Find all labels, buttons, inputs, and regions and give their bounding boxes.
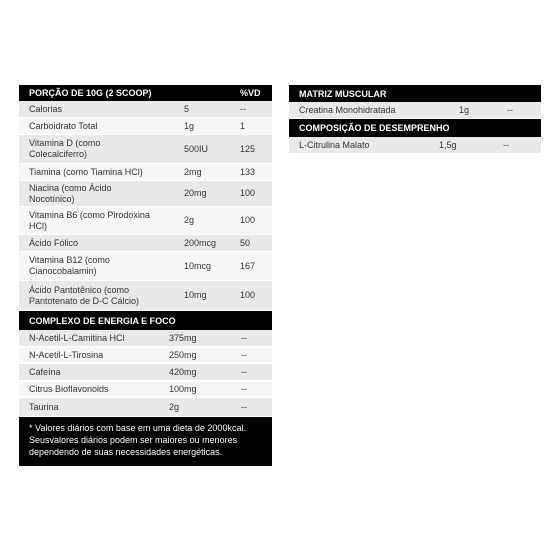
nutrient-amount: 250mg <box>169 349 197 360</box>
table-row <box>19 381 272 398</box>
nutrient-amount: 420mg <box>169 366 197 377</box>
nutrient-name: N-Acetil-L-Camitina HCl <box>29 332 125 343</box>
nutrient-vd: 1 <box>240 120 246 131</box>
table-row <box>19 330 272 347</box>
table-row <box>19 398 272 417</box>
nutrient-amount: 10mcg <box>184 260 212 271</box>
nutrient-vd: -- <box>240 103 246 114</box>
nutrient-amount: 20mg <box>184 188 207 198</box>
serving-label: PORÇÃO DE 10G (2 SCOOP) <box>29 88 152 98</box>
table-row <box>19 252 272 281</box>
nutrient-amount: 5 <box>184 103 190 114</box>
nutrient-name: Cafeína <box>29 366 61 377</box>
table-row <box>19 164 272 181</box>
composicao-section-title: COMPOSIÇÃO DE DESEMPRENHO <box>299 123 450 133</box>
table-row <box>19 207 272 235</box>
nutrient-vd: 125 <box>240 143 256 154</box>
nutrient-name: Vitamina B6 (como Pirodoxina HCl) <box>29 209 150 231</box>
nutrient-vd: -- <box>503 139 509 150</box>
nutrient-vd: 100 <box>240 290 256 300</box>
table-row <box>19 118 272 135</box>
nutrient-vd: -- <box>241 332 247 343</box>
nutrient-name: Calorias <box>29 103 63 114</box>
table-row <box>289 137 541 154</box>
energy-section-header <box>19 311 272 330</box>
nutrient-name: Vitamina B12 (como Cianocobalamin) <box>29 255 110 276</box>
table-row <box>19 364 272 381</box>
nutrient-name: Ácido Pantotênico (como Pantotenato de D-C Cálcio) <box>29 284 140 306</box>
nutrient-vd: -- <box>241 383 247 394</box>
table-row <box>19 101 272 118</box>
nutrient-name: L-Citrulina Malato <box>299 139 370 150</box>
nutrient-vd: 100 <box>240 188 256 198</box>
nutrient-vd: 50 <box>240 237 251 248</box>
composicao-section-header <box>289 119 541 137</box>
footnote: * Valores diários com base em uma dieta de 2000kcal. Seusvalores diários podem ser maiores ou menores dependendo de suas necessidades energéticas. <box>19 417 272 466</box>
nutrient-vd: 167 <box>240 260 256 271</box>
nutrient-amount: 100mg <box>169 383 197 394</box>
nutrient-vd: -- <box>241 349 247 360</box>
nutrient-amount: 1g <box>459 104 470 115</box>
nutrient-amount: 2mg <box>184 166 202 177</box>
nutrient-amount: 10mg <box>184 290 207 300</box>
nutrient-amount: 375mg <box>169 332 197 343</box>
table-header <box>19 85 272 101</box>
table-row <box>19 181 272 207</box>
nutrient-vd: -- <box>507 104 513 115</box>
nutrient-name: Vitamina D (como Colecalciferro) <box>29 138 101 159</box>
nutrient-amount: 1g <box>184 120 195 131</box>
vd-label: %VD <box>240 88 261 98</box>
nutrient-vd: 100 <box>240 215 256 225</box>
nutrient-vd: 133 <box>240 166 256 177</box>
table-row <box>19 281 272 311</box>
nutrient-name: N-Acetil-L-Tirosina <box>29 349 104 360</box>
table-row <box>289 102 541 119</box>
table-row <box>19 347 272 364</box>
nutrient-amount: 2g <box>169 401 180 412</box>
nutrition-table-right <box>289 85 541 154</box>
nutrient-name: Carboidrato Total <box>29 120 98 131</box>
nutrient-name: Ácido Fólico <box>29 237 79 248</box>
nutrient-name: Niacina (como Ácido Nocotínico) <box>29 182 112 204</box>
nutrient-vd: -- <box>241 401 247 412</box>
nutrient-name: Citrus Bioflavonoids <box>29 383 109 394</box>
energy-section-title: COMPLEXO DE ENERGIA E FOCO <box>29 315 176 326</box>
nutrient-amount: 500IU <box>184 143 209 154</box>
matriz-section-header <box>289 85 541 102</box>
nutrient-amount: 2g <box>184 215 195 225</box>
table-row <box>19 235 272 252</box>
nutrient-amount: 200mcg <box>184 237 217 248</box>
nutrient-name: Creatina Monohidratada <box>299 104 396 115</box>
nutrient-name: Taurina <box>29 401 59 412</box>
nutrient-vd: -- <box>241 366 247 377</box>
matriz-section-title: MATRIZ MUSCULAR <box>299 88 387 99</box>
nutrient-name: Tiamina (como Tiamina HCl) <box>29 166 143 177</box>
nutrition-table-left <box>19 85 272 466</box>
table-row <box>19 135 272 164</box>
nutrient-amount: 1,5g <box>439 139 457 150</box>
